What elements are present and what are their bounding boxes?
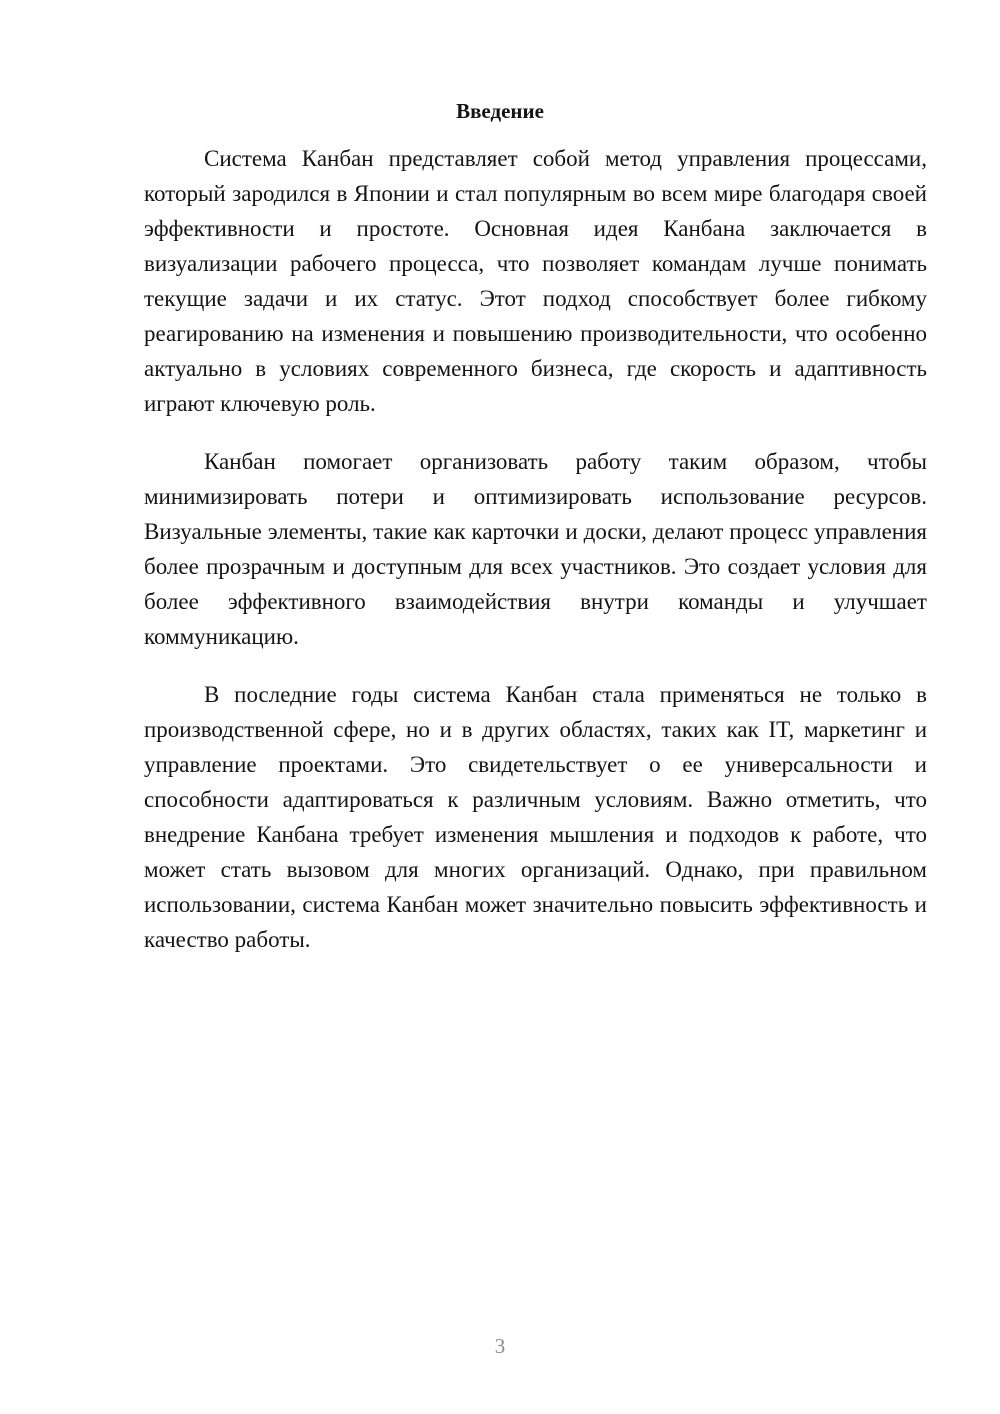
section-title: Введение	[456, 99, 544, 123]
paragraph-1: Система Канбан представляет собой метод управления процессами, который зародился в Японии и стал популярным во всем мире благодаря своей эффективности и простоте. Основная идея Канбана заключается в визуализации рабочего процесса, что позволяет командам лучше понимать текущие задачи и их статус. Этот подход способствует более гибкому реагированию на изменения и повышению производительности, что особенно актуально в условиях современного бизнеса, где скорость и адаптивность играют ключевую роль.	[144, 146, 927, 416]
body-text	[144, 141, 927, 980]
paragraph-2: Канбан помогает организовать работу таким образом, чтобы минимизировать потери и оптимизировать использование ресурсов. Визуальные элементы, такие как карточки и доски, делают процесс управления более прозрачным и доступным для всех участников. Это создает условия для более эффективного взаимодействия внутри команды и улучшает коммуникацию.	[144, 449, 927, 649]
page-number: 3	[494, 1334, 506, 1358]
paragraph-3: В последние годы система Канбан стала применяться не только в производственной сфере, но и в других областях, таких как IT, маркетинг и управление проектами. Это свидетельствует о ее универсальности и способности адаптироваться к различным условиям. Важно отметить, что внедрение Канбана требует изменения мышления и подходов к работе, что может стать вызовом для многих организаций. Однако, при правильном использовании, система Канбан может значительно повысить эффективность и качество работы.	[144, 682, 927, 952]
